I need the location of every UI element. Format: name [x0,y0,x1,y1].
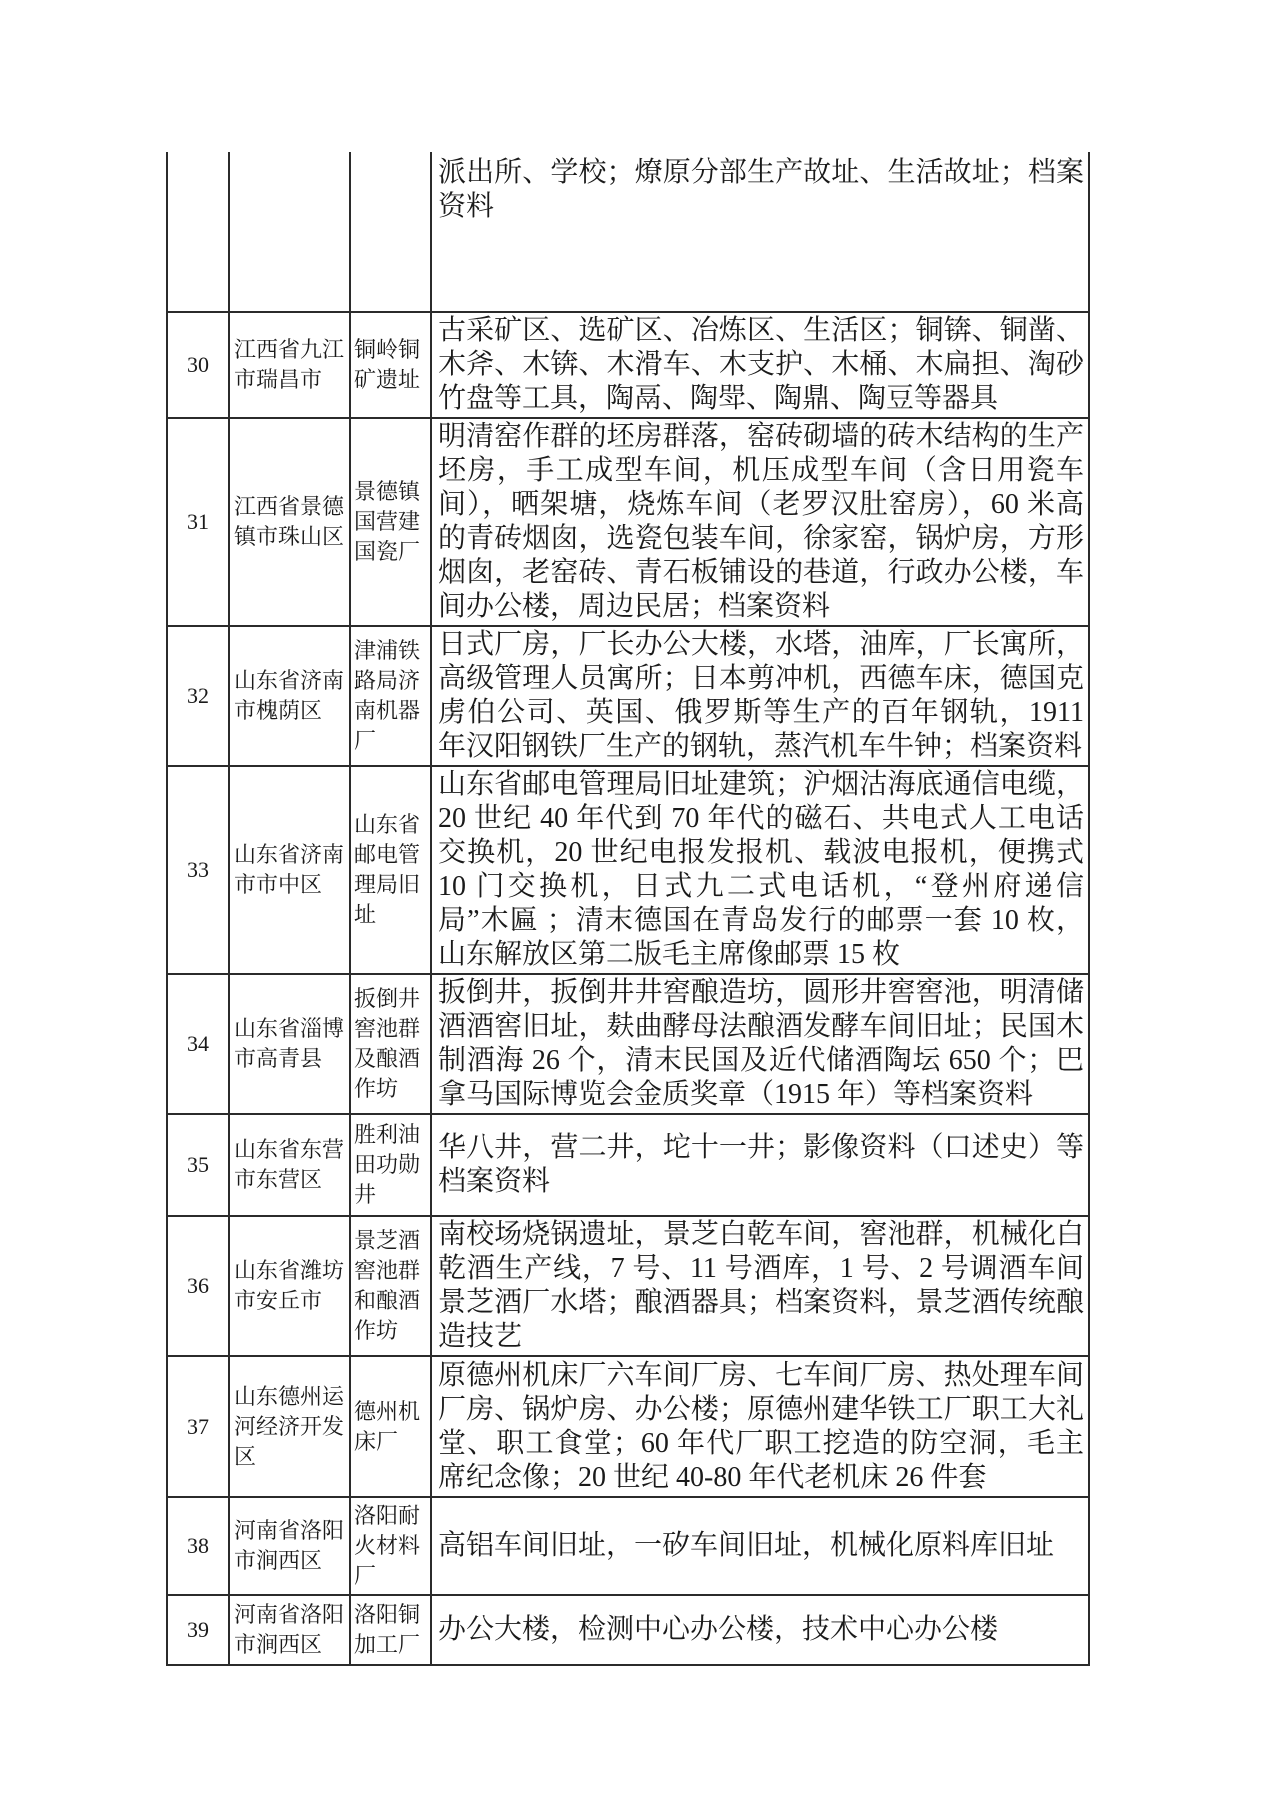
site-name-cell: 扳倒井窖池群及酿酒作坊 [350,974,431,1114]
location-cell: 山东德州运河经济开发区 [229,1356,350,1497]
items-cell: 办公大楼，检测中心办公楼，技术中心办公楼 [431,1595,1089,1665]
table-body [167,152,1089,1665]
items-cell: 原德州机床厂六车间厂房、七车间厂房、热处理车间厂房、锅炉房、办公楼；原德州建华铁工厂职工大礼堂、职工食堂；60 年代厂职工挖造的防空洞，毛主席纪念像；20 世纪 40-80 年代老机床 26 件套 [431,1356,1089,1497]
location-cell [229,152,350,312]
site-name-cell: 胜利油田功勋井 [350,1114,431,1216]
table-row [167,626,1089,766]
table-row [167,1216,1089,1356]
site-name-cell: 铜岭铜矿遗址 [350,312,431,418]
location-cell: 江西省景德镇市珠山区 [229,418,350,626]
row-number-cell: 38 [167,1497,229,1595]
table-row [167,312,1089,418]
site-name-cell: 洛阳铜加工厂 [350,1595,431,1665]
items-cell: 扳倒井，扳倒井井窖酿造坊，圆形井窖窖池，明清储酒酒窖旧址，麸曲酵母法酿酒发酵车间旧址；民国木制酒海 26 个，清末民国及近代储酒陶坛 650 个；巴拿马国际博览会金质奖章（1915 年）等档案资料 [431,974,1089,1114]
items-cell: 南校场烧锅遗址，景芝白乾车间，窖池群，机械化白乾酒生产线，7 号、11 号酒库，1 号、2 号调酒车间景芝酒厂水塔；酿酒器具；档案资料，景芝酒传统酿造技艺 [431,1216,1089,1356]
table-row [167,418,1089,626]
items-cell: 华八井，营二井，坨十一井；影像资料（口述史）等档案资料 [431,1114,1089,1216]
site-name-cell: 德州机床厂 [350,1356,431,1497]
items-cell: 日式厂房，厂长办公大楼，水塔，油库，厂长寓所，高级管理人员寓所；日本剪冲机，西德车床，德国克虏伯公司、英国、俄罗斯等生产的百年钢轨，1911 年汉阳钢铁厂生产的钢轨，蒸汽机车牛钟；档案资料 [431,626,1089,766]
table-row [167,766,1089,974]
heritage-table [166,152,1090,1666]
items-cell: 明清窑作群的坯房群落，窑砖砌墙的砖木结构的生产坯房，手工成型车间，机压成型车间（含日用瓷车间），晒架塘，烧炼车间（老罗汉肚窑房），60 米高的青砖烟囱，选瓷包装车间，徐家窑，锅炉房，方形烟囱，老窑砖、青石板铺设的巷道，行政办公楼，车间办公楼，周边民居；档案资料 [431,418,1089,626]
row-number-cell: 33 [167,766,229,974]
table-row [167,1114,1089,1216]
location-cell: 山东省潍坊市安丘市 [229,1216,350,1356]
items-cell: 山东省邮电管理局旧址建筑；沪烟沽海底通信电缆，20 世纪 40 年代到 70 年代的磁石、共电式人工电话交换机，20 世纪电报发报机、载波电报机，便携式 10 门交换机，日式九二式电话机，“登州府递信局”木匾 ；清末德国在青岛发行的邮票一套 10 枚，山东解放区第二版毛主席像邮票 15 枚 [431,766,1089,974]
table-row [167,152,1089,312]
site-name-cell: 景德镇国营建国瓷厂 [350,418,431,626]
table-row [167,1595,1089,1665]
items-cell: 古采矿区、选矿区、冶炼区、生活区；铜锛、铜凿、木斧、木锛、木滑车、木支护、木桶、木扁担、淘砂竹盘等工具，陶鬲、陶斝、陶鼎、陶豆等器具 [431,312,1089,418]
table-row [167,974,1089,1114]
location-cell: 山东省济南市市中区 [229,766,350,974]
row-number-cell: 30 [167,312,229,418]
row-number-cell: 34 [167,974,229,1114]
site-name-cell [350,152,431,312]
site-name-cell: 景芝酒窖池群和酿酒作坊 [350,1216,431,1356]
location-cell: 山东省济南市槐荫区 [229,626,350,766]
row-number-cell [167,152,229,312]
items-cell: 高铝车间旧址，一矽车间旧址，机械化原料库旧址 [431,1497,1089,1595]
location-cell: 河南省洛阳市涧西区 [229,1595,350,1665]
location-cell: 山东省东营市东营区 [229,1114,350,1216]
location-cell: 河南省洛阳市涧西区 [229,1497,350,1595]
site-name-cell: 津浦铁路局济南机器厂 [350,626,431,766]
row-number-cell: 32 [167,626,229,766]
location-cell: 江西省九江市瑞昌市 [229,312,350,418]
table-row [167,1356,1089,1497]
row-number-cell: 35 [167,1114,229,1216]
site-name-cell: 山东省邮电管理局旧址 [350,766,431,974]
items-cell: 派出所、学校；燎原分部生产故址、生活故址；档案资料 [431,152,1089,312]
location-cell: 山东省淄博市高青县 [229,974,350,1114]
row-number-cell: 37 [167,1356,229,1497]
row-number-cell: 31 [167,418,229,626]
table-row [167,1497,1089,1595]
site-name-cell: 洛阳耐火材料厂 [350,1497,431,1595]
row-number-cell: 39 [167,1595,229,1665]
row-number-cell: 36 [167,1216,229,1356]
